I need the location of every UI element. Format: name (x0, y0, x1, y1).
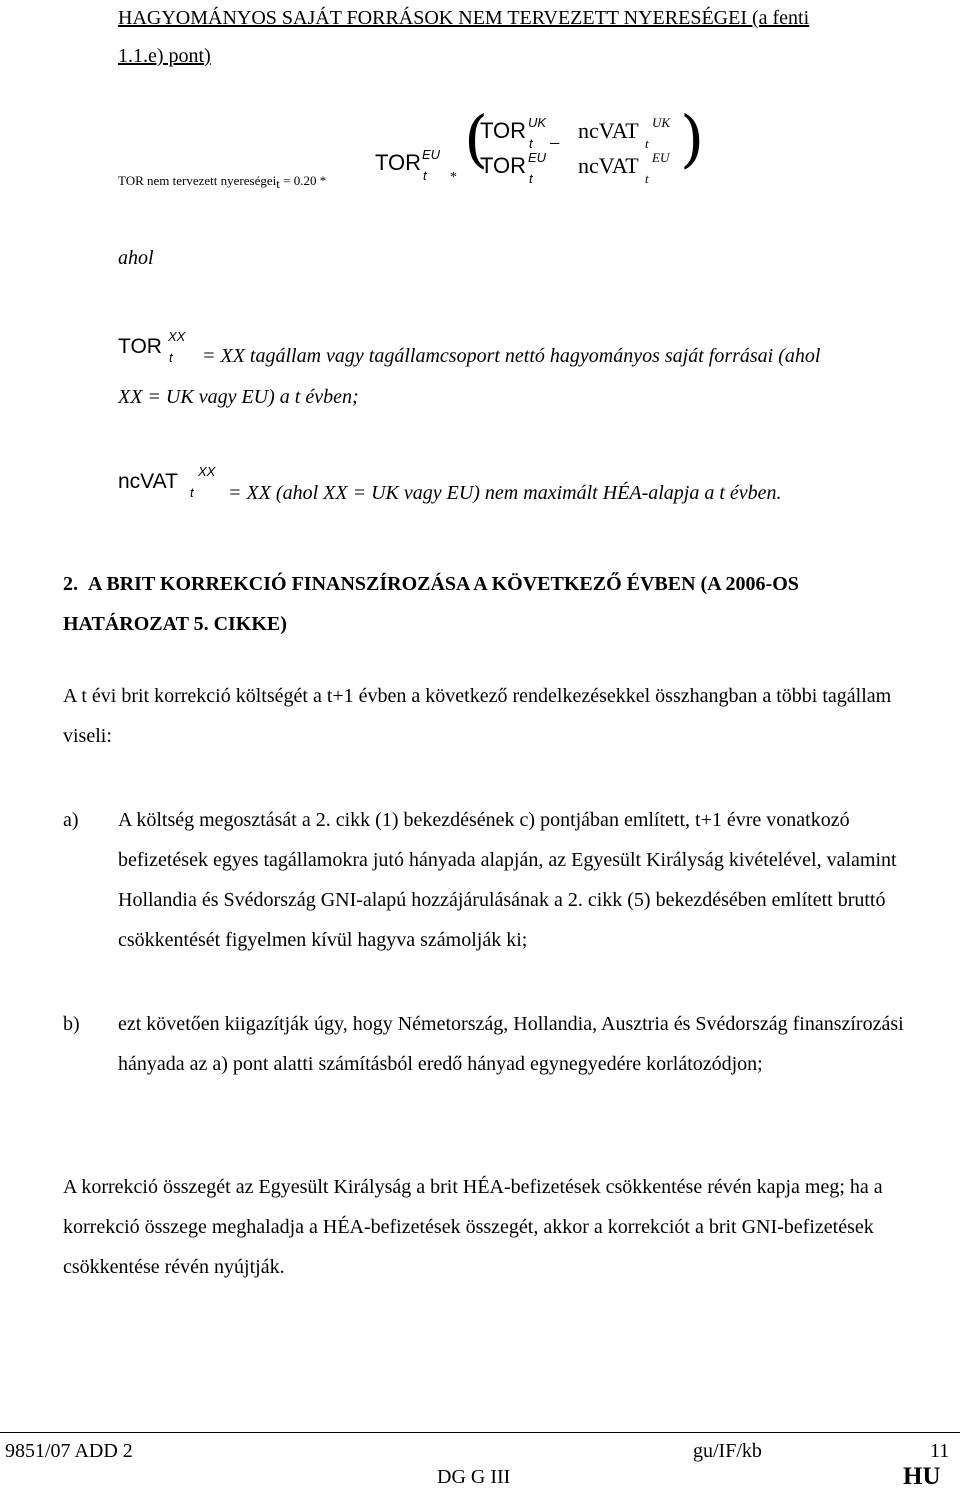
formula-sub: t (529, 171, 533, 186)
footer-doc-ref: 9851/07 ADD 2 (5, 1440, 133, 1462)
formula-sub: t (423, 168, 427, 183)
section-2-number: 2. (63, 573, 78, 595)
formula-sub: t (645, 136, 649, 151)
def2-symbol: ncVAT (118, 470, 178, 493)
section-heading-line2: 1.1.e) pont) (118, 45, 211, 67)
formula-lhs: TOR nem tervezett nyereségei (118, 173, 277, 188)
section-2-title-line1: A BRIT KORREKCIÓ FINANSZÍROZÁSA A KÖVETKEZŐ ÉVBEN (A 2006-OS (88, 573, 799, 595)
def1-text-line2: XX = UK vagy EU) a t évben; (118, 386, 359, 408)
list-item-text: ezt követően kiigazítják úgy, hogy Németország, Hollandia, Ausztria és Svédország finanszírozási hányada az a) pont alatti számításból eredő hányad egynegyedére korlátozódjon; (118, 1013, 904, 1075)
formula-lhs-sub: t (276, 176, 280, 191)
formula-sup: EU (528, 150, 547, 165)
formula-ncvat-uk: ncVAT (578, 118, 639, 143)
formula-tor-uk: TOR (480, 118, 527, 143)
def2-text: = XX (ahol XX = UK vagy EU) nem maximált HÉA-alapja a t évben. (228, 482, 782, 504)
def1-symbol: TOR (118, 335, 162, 358)
list-item-label: b) (63, 1013, 80, 1035)
list-item-text: A költség megosztását a 2. cikk (1) bekezdésének c) pontjában említett, t+1 évre vonatkozó befizetések egyes tagállamokra jutó hányada alapján, az Egyesült Királyság kivételével, valamint Hollandia és Svédország GNI-alapú hozzájárulásának a 2. cikk (5) bekezdésében említett bruttó csökkentését figyelmen kívül hagyva számolják ki; (118, 809, 897, 951)
intro-paragraph: A t évi brit korrekció költségét a t+1 évben a következő rendelkezésekkel összhangban a többi tagállam viseli: (63, 685, 892, 747)
formula-sup: EU (422, 147, 441, 162)
footer-lang: HU (903, 1463, 941, 1490)
list-item-label: a) (63, 809, 79, 831)
paren-left: ( (464, 102, 489, 175)
def2-sup: XX (198, 464, 216, 479)
def1-text-line1: = XX tagállam vagy tagállamcsoport nettó hagyományos saját forrásai (ahol (202, 345, 821, 367)
def1-sup: XX (168, 329, 186, 344)
formula-minus: − (549, 133, 561, 155)
formula-star: * (450, 170, 457, 185)
formula-tor-eu-denom: TOR (480, 153, 527, 178)
formula-ncvat-eu: ncVAT (578, 153, 639, 178)
formula-sup: UK (528, 115, 547, 130)
formula-eq: = 0.20 * (283, 173, 327, 188)
footer-page-number: 11 (930, 1440, 950, 1462)
formula-sub: t (645, 171, 649, 186)
formula-sup: UK (652, 115, 671, 130)
ahol-label: ahol (118, 247, 154, 269)
footer-dept: DG G III (437, 1466, 511, 1488)
formula-sub: t (529, 136, 533, 151)
def2-sub: t (190, 485, 194, 500)
closing-paragraph: A korrekció összegét az Egyesült Királyság a brit HÉA-befizetések csökkentése révén kapja meg; ha a korrekció összege meghaladja a HÉA-befizetések összegét, akkor a korrekciót a brit GNI-befizetések csökkentése révén nyújtják. (63, 1176, 883, 1278)
paren-right: ) (680, 102, 705, 175)
section-2-title-line2: HATÁROZAT 5. CIKKE) (63, 613, 287, 635)
section-2-heading (63, 564, 923, 644)
footer-initials: gu/IF/kb (693, 1440, 762, 1462)
formula-tor-eu: TOR (375, 150, 422, 175)
footer-divider (0, 1432, 960, 1433)
formula-sup: EU (652, 150, 670, 165)
section-heading-line1: HAGYOMÁNYOS SAJÁT FORRÁSOK NEM TERVEZETT NYERESÉGEI (a fenti (118, 7, 810, 29)
def1-sub: t (169, 350, 173, 365)
